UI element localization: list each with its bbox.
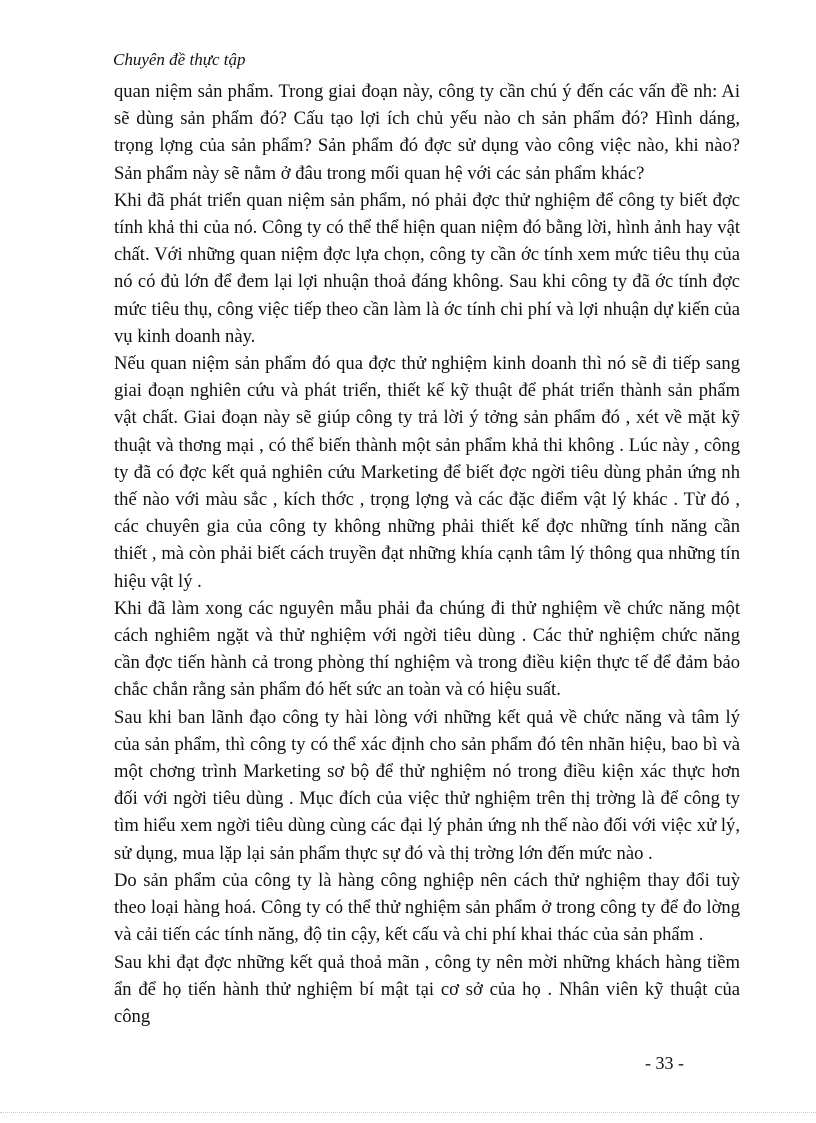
paragraph-4: Khi đã làm xong các nguyên mẫu phải đa chúng đi thử nghiệm về chức năng một cách nghiêm ngặt và thử nghiệm với ngời tiêu dùng . Các thử nghiệm chức năng cần đợc tiến hành cả trong phòng thí nghiệm và trong điều kiện thực tế để đảm bảo chắc chắn rằng sản phẩm đó hết sức an toàn và có hiệu suất. bbox=[114, 597, 740, 701]
bottom-divider bbox=[0, 1112, 816, 1113]
page-number: - 33 - bbox=[645, 1053, 684, 1073]
paragraph-3: Nếu quan niệm sản phẩm đó qua đợc thử nghiệm kinh doanh thì nó sẽ đi tiếp sang giai đoạn nghiên cứu và phát triển, thiết kế kỹ thuật để phát triển thành sản phẩm vật chất. Giai đoạn này sẽ giúp công ty trả lời ý tởng sản phẩm đó , xét về mặt kỹ thuật và thơng mại , có thể biến thành một sản phẩm khả thi không . Lúc này , công ty đã có đợc kết quả nghiên cứu Marketing để biết đợc ngời tiêu dùng phản ứng nh thế nào với màu sắc , kích thớc , trọng lợng và các đặc điểm vật lý khác . Từ đó , các chuyên gia của công ty không những phải thiết kế đợc những tính năng cần thiết , mà còn phải biết cách truyền đạt những khía cạnh tâm lý thông qua những tín hiệu vật lý . bbox=[114, 353, 740, 592]
running-header: Chuyên đề thực tập bbox=[113, 50, 246, 69]
paragraph-5: Sau khi ban lãnh đạo công ty hài lòng với những kết quả về chức năng và tâm lý của sản phẩm, thì công ty có thể xác định cho sản phẩm đó tên nhãn hiệu, bao bì và một chơng trình Marketing sơ bộ để thử nghiệm nó trong điều kiện xác thực hơn đối với ngời tiêu dùng . Mục đích của việc thử nghiệm trên thị trờng là để công ty tìm hiểu xem ngời tiêu dùng cùng các đại lý phản ứng nh thế nào đối với việc xử lý, sử dụng, mua lặp lại sản phẩm thực sự đó và thị trờng lớn đến mức nào . bbox=[114, 706, 740, 864]
paragraph-2: Khi đã phát triển quan niệm sản phẩm, nó phải đợc thử nghiệm để công ty biết đợc tính khả thi của nó. Công ty có thể thể hiện quan niệm đó bằng lời, hình ảnh hay vật chất. Với những quan niệm đợc lựa chọn, công ty cần ớc tính xem mức tiêu thụ của nó có đủ lớn để đem lại lợi nhuận thoả đáng không. Sau khi công ty đã ớc tính đợc mức tiêu thụ, công việc tiếp theo cần làm là ớc tính chi phí và lợi nhuận dự kiến của vụ kinh doanh này. bbox=[114, 189, 740, 347]
paragraph-7: Sau khi đạt đợc những kết quả thoả mãn , công ty nên mời những khách hàng tiềm ẩn để họ tiến hành thử nghiệm bí mật tại cơ sở của họ . Nhân viên kỹ thuật của công bbox=[114, 951, 740, 1027]
body-text bbox=[114, 78, 740, 1030]
paragraph-1: quan niệm sản phẩm. Trong giai đoạn này, công ty cần chú ý đến các vấn đề nh: Ai sẽ dùng sản phẩm đó? Cấu tạo lợi ích chủ yếu nào ch sản phẩm đó? Hình dáng, trọng lợng của sản phẩm? Sản phẩm đó đợc sử dụng vào công việc nào, khi nào? Sản phẩm này sẽ nằm ở đâu trong mối quan hệ với các sản phẩm khác? bbox=[114, 81, 740, 184]
paragraph-6: Do sản phẩm của công ty là hàng công nghiệp nên cách thử nghiệm thay đổi tuỳ theo loại hàng hoá. Công ty có thể thử nghiệm sản phẩm ở trong công ty để đo lờng và cải tiến các tính năng, độ tin cậy, kết cấu và chi phí khai thác của sản phẩm . bbox=[114, 869, 740, 946]
